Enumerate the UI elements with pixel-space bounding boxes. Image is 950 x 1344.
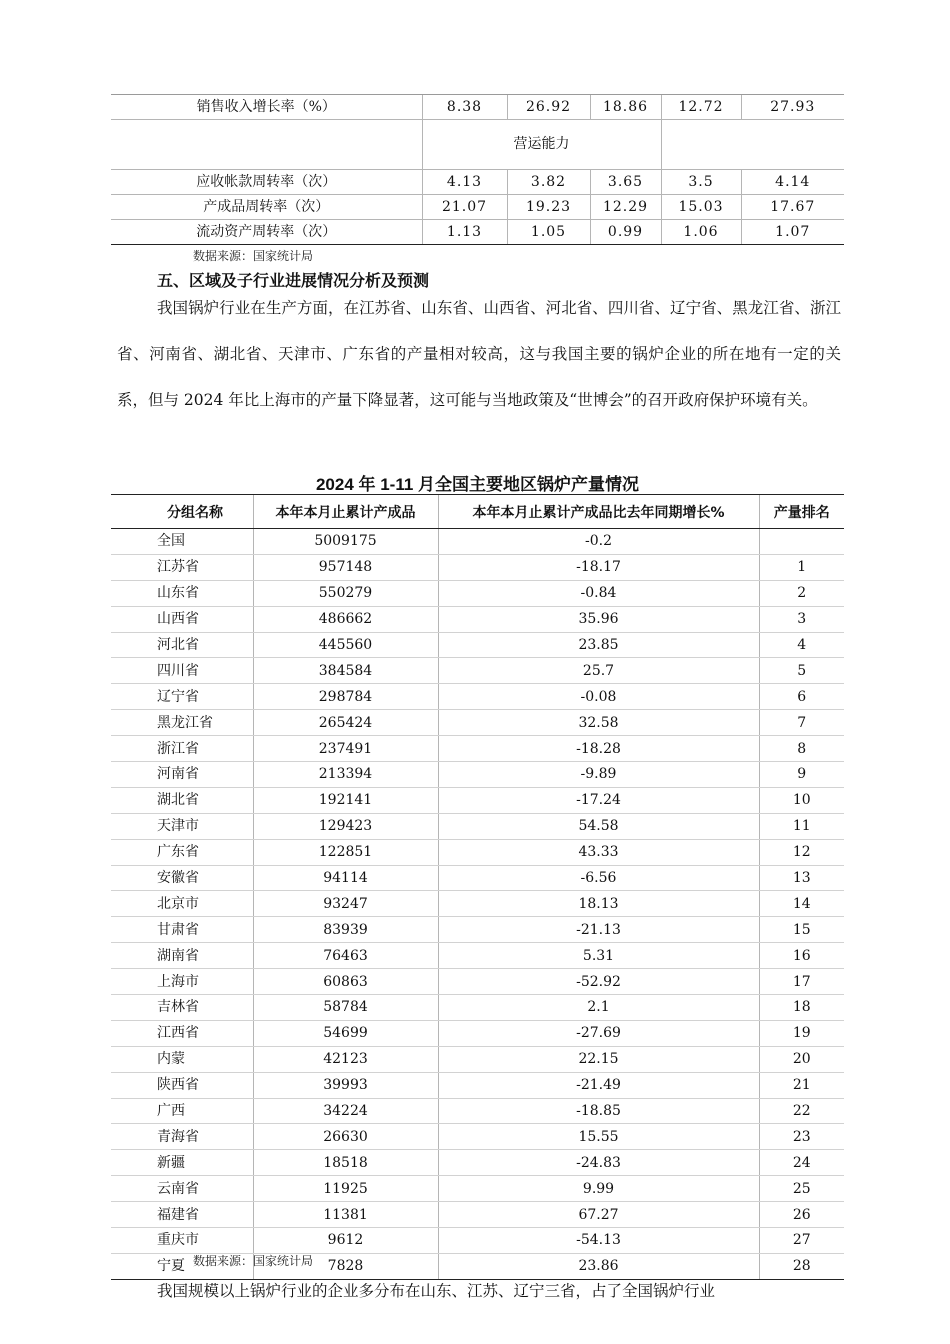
rank-cell: 1 — [759, 554, 844, 580]
paragraph-text: 我国锅炉行业在生产方面，在江苏省、山东省、山西省、河北省、四川省、辽宁省、黑龙江省、浙江省、河南省、湖北省、天津市、广东省的产量相对较高，这与我国主要的锅炉企业的所在地有一定的关系，但与 2024 年比上海市的产量下降显著，这可能与当地政策及“世博会”的召开政府保护环境有关。 — [117, 299, 841, 409]
cell-value: 15.03 — [661, 195, 741, 220]
growth-rate-cell: 25.7 — [438, 658, 759, 684]
rank-cell: 19 — [759, 1020, 844, 1046]
growth-rate-cell: 15.55 — [438, 1124, 759, 1150]
growth-rate-cell: 54.58 — [438, 813, 759, 839]
rank-cell: 6 — [759, 684, 844, 710]
table-row — [111, 1020, 844, 1046]
region-name-cell: 安徽省 — [111, 865, 253, 891]
section-empty-cell — [661, 120, 844, 170]
cell-value: 1.06 — [661, 220, 741, 245]
growth-rate-cell: 22.15 — [438, 1046, 759, 1072]
rank-cell: 23 — [759, 1124, 844, 1150]
rank-cell: 8 — [759, 736, 844, 762]
cumulative-output-cell: 550279 — [253, 580, 438, 606]
column-header: 产量排名 — [759, 495, 844, 529]
region-name-cell: 陕西省 — [111, 1072, 253, 1098]
table-row — [111, 684, 844, 710]
rank-cell: 27 — [759, 1228, 844, 1254]
cumulative-output-cell: 129423 — [253, 813, 438, 839]
table-row — [111, 736, 844, 762]
cell-value: 19.23 — [507, 195, 590, 220]
region-name-cell: 重庆市 — [111, 1228, 253, 1254]
column-header: 本年本月止累计产成品 — [253, 495, 438, 529]
cumulative-output-cell: 58784 — [253, 995, 438, 1021]
cumulative-output-cell: 192141 — [253, 787, 438, 813]
region-name-cell: 甘肃省 — [111, 917, 253, 943]
table-row — [111, 95, 844, 120]
rank-cell: 26 — [759, 1202, 844, 1228]
rank-cell: 12 — [759, 839, 844, 865]
region-name-cell: 山东省 — [111, 580, 253, 606]
rank-cell: 25 — [759, 1176, 844, 1202]
table-row — [111, 787, 844, 813]
region-name-cell: 湖南省 — [111, 943, 253, 969]
table-row — [111, 1176, 844, 1202]
rank-cell: 20 — [759, 1046, 844, 1072]
cumulative-output-cell: 237491 — [253, 736, 438, 762]
table-row — [111, 710, 844, 736]
growth-rate-cell: 2.1 — [438, 995, 759, 1021]
region-name-cell: 湖北省 — [111, 787, 253, 813]
rank-cell: 9 — [759, 762, 844, 788]
rank-cell: 4 — [759, 632, 844, 658]
cumulative-output-cell: 39993 — [253, 1072, 438, 1098]
growth-rate-cell: 67.27 — [438, 1202, 759, 1228]
table-row — [111, 865, 844, 891]
rank-cell: 16 — [759, 943, 844, 969]
cell-value: 12.29 — [590, 195, 661, 220]
cumulative-output-cell: 298784 — [253, 684, 438, 710]
table-row — [111, 917, 844, 943]
growth-rate-cell: -6.56 — [438, 865, 759, 891]
section-row — [111, 120, 844, 170]
rank-cell: 7 — [759, 710, 844, 736]
cumulative-output-cell: 94114 — [253, 865, 438, 891]
cumulative-output-cell: 76463 — [253, 943, 438, 969]
cumulative-output-cell: 93247 — [253, 891, 438, 917]
rank-cell — [759, 529, 844, 555]
cell-value: 3.82 — [507, 170, 590, 195]
table-row — [111, 1124, 844, 1150]
region-name-cell: 天津市 — [111, 813, 253, 839]
region-name-cell: 广东省 — [111, 839, 253, 865]
cumulative-output-cell: 445560 — [253, 632, 438, 658]
body-paragraph — [117, 285, 841, 423]
rank-cell: 3 — [759, 606, 844, 632]
region-name-cell: 北京市 — [111, 891, 253, 917]
growth-rate-cell: 23.85 — [438, 632, 759, 658]
column-header: 本年本月止累计产成品比去年同期增长% — [438, 495, 759, 529]
region-name-cell: 黑龙江省 — [111, 710, 253, 736]
table-row — [111, 170, 844, 195]
table-header-row — [111, 495, 844, 529]
row-label: 销售收入增长率（%） — [111, 95, 422, 120]
region-name-cell: 上海市 — [111, 969, 253, 995]
table-row — [111, 195, 844, 220]
growth-rate-cell: -21.49 — [438, 1072, 759, 1098]
rank-cell: 18 — [759, 995, 844, 1021]
cell-value: 12.72 — [661, 95, 741, 120]
column-header: 分组名称 — [111, 495, 253, 529]
cell-value: 1.13 — [422, 220, 507, 245]
table-row — [111, 1150, 844, 1176]
cell-value: 4.13 — [422, 170, 507, 195]
growth-rate-cell: -18.17 — [438, 554, 759, 580]
table-row — [111, 606, 844, 632]
growth-rate-cell: -18.85 — [438, 1098, 759, 1124]
table-row — [111, 1228, 844, 1254]
cell-value: 21.07 — [422, 195, 507, 220]
financial-indicators-table — [111, 94, 844, 245]
growth-rate-cell: -27.69 — [438, 1020, 759, 1046]
growth-rate-cell: -54.13 — [438, 1228, 759, 1254]
cell-value: 0.99 — [590, 220, 661, 245]
growth-rate-cell: -0.08 — [438, 684, 759, 710]
cumulative-output-cell: 7828 — [253, 1253, 438, 1279]
section-empty-cell — [111, 120, 422, 170]
region-name-cell: 吉林省 — [111, 995, 253, 1021]
rank-cell: 11 — [759, 813, 844, 839]
cumulative-output-cell: 486662 — [253, 606, 438, 632]
cell-value: 3.5 — [661, 170, 741, 195]
cell-value: 1.07 — [741, 220, 844, 245]
table-row — [111, 839, 844, 865]
rank-cell: 17 — [759, 969, 844, 995]
row-label: 流动资产周转率（次） — [111, 220, 422, 245]
growth-rate-cell: -52.92 — [438, 969, 759, 995]
table-row — [111, 969, 844, 995]
rank-cell: 14 — [759, 891, 844, 917]
region-name-cell: 山西省 — [111, 606, 253, 632]
growth-rate-cell: 35.96 — [438, 606, 759, 632]
cumulative-output-cell: 42123 — [253, 1046, 438, 1072]
region-name-cell: 广西 — [111, 1098, 253, 1124]
regional-output-table — [111, 494, 844, 1280]
table-row — [111, 943, 844, 969]
cell-value: 26.92 — [507, 95, 590, 120]
table-row — [111, 891, 844, 917]
table-row — [111, 1202, 844, 1228]
growth-rate-cell: 23.86 — [438, 1253, 759, 1279]
cell-value: 18.86 — [590, 95, 661, 120]
cumulative-output-cell: 5009175 — [253, 529, 438, 555]
paragraph-text: 我国规模以上锅炉行业的企业多分布在山东、江苏、辽宁三省，占了全国锅炉行业 — [157, 1282, 716, 1300]
section-heading: 五、区域及子行业进展情况分析及预测 — [157, 271, 430, 290]
region-name-cell: 宁夏 — [111, 1253, 253, 1279]
cumulative-output-cell: 26630 — [253, 1124, 438, 1150]
region-name-cell: 辽宁省 — [111, 684, 253, 710]
growth-rate-cell: 18.13 — [438, 891, 759, 917]
table-body — [111, 529, 844, 1280]
cell-value: 3.65 — [590, 170, 661, 195]
cumulative-output-cell: 83939 — [253, 917, 438, 943]
region-name-cell: 内蒙 — [111, 1046, 253, 1072]
growth-rate-cell: -24.83 — [438, 1150, 759, 1176]
rank-cell: 13 — [759, 865, 844, 891]
region-name-cell: 河南省 — [111, 762, 253, 788]
table-row — [111, 1098, 844, 1124]
growth-rate-cell: 5.31 — [438, 943, 759, 969]
cell-value: 8.38 — [422, 95, 507, 120]
region-name-cell: 四川省 — [111, 658, 253, 684]
growth-rate-cell: -0.84 — [438, 580, 759, 606]
rank-cell: 22 — [759, 1098, 844, 1124]
rank-cell: 21 — [759, 1072, 844, 1098]
cumulative-output-cell: 265424 — [253, 710, 438, 736]
cumulative-output-cell: 213394 — [253, 762, 438, 788]
table-title: 2024 年 1-11 月全国主要地区锅炉产量情况 — [315, 475, 640, 494]
region-name-cell: 新疆 — [111, 1150, 253, 1176]
cumulative-output-cell: 34224 — [253, 1098, 438, 1124]
cell-value: 27.93 — [741, 95, 844, 120]
region-name-cell: 福建省 — [111, 1202, 253, 1228]
region-name-cell: 江西省 — [111, 1020, 253, 1046]
growth-rate-cell: -18.28 — [438, 736, 759, 762]
table-row — [111, 554, 844, 580]
growth-rate-cell: -9.89 — [438, 762, 759, 788]
table-row — [111, 658, 844, 684]
cell-value: 1.05 — [507, 220, 590, 245]
growth-rate-cell: 9.99 — [438, 1176, 759, 1202]
region-name-cell: 云南省 — [111, 1176, 253, 1202]
section-label: 营运能力 — [422, 120, 661, 170]
growth-rate-cell: 32.58 — [438, 710, 759, 736]
cell-value: 17.67 — [741, 195, 844, 220]
growth-rate-cell: -17.24 — [438, 787, 759, 813]
table-row — [111, 762, 844, 788]
table-row — [111, 529, 844, 555]
cumulative-output-cell: 11381 — [253, 1202, 438, 1228]
growth-rate-cell: -0.2 — [438, 529, 759, 555]
cumulative-output-cell: 9612 — [253, 1228, 438, 1254]
region-name-cell: 全国 — [111, 529, 253, 555]
cell-value: 4.14 — [741, 170, 844, 195]
cumulative-output-cell: 957148 — [253, 554, 438, 580]
rank-cell: 28 — [759, 1253, 844, 1279]
rank-cell: 5 — [759, 658, 844, 684]
cumulative-output-cell: 60863 — [253, 969, 438, 995]
rank-cell: 10 — [759, 787, 844, 813]
closing-paragraph — [117, 1268, 841, 1314]
cumulative-output-cell: 54699 — [253, 1020, 438, 1046]
table-row — [111, 995, 844, 1021]
table-row — [111, 632, 844, 658]
row-label: 产成品周转率（次） — [111, 195, 422, 220]
region-name-cell: 江苏省 — [111, 554, 253, 580]
data-source-note: 数据来源：国家统计局 — [193, 249, 314, 263]
rank-cell: 24 — [759, 1150, 844, 1176]
table-row — [111, 813, 844, 839]
region-name-cell: 浙江省 — [111, 736, 253, 762]
table-row — [111, 1072, 844, 1098]
cumulative-output-cell: 18518 — [253, 1150, 438, 1176]
table-row — [111, 220, 844, 245]
table-row — [111, 1046, 844, 1072]
growth-rate-cell: -21.13 — [438, 917, 759, 943]
row-label: 应收帐款周转率（次） — [111, 170, 422, 195]
cumulative-output-cell: 122851 — [253, 839, 438, 865]
data-source-note: 数据来源：国家统计局 — [193, 1254, 314, 1268]
rank-cell: 15 — [759, 917, 844, 943]
table-row — [111, 580, 844, 606]
region-name-cell: 青海省 — [111, 1124, 253, 1150]
cumulative-output-cell: 11925 — [253, 1176, 438, 1202]
region-name-cell: 河北省 — [111, 632, 253, 658]
cumulative-output-cell: 384584 — [253, 658, 438, 684]
rank-cell: 2 — [759, 580, 844, 606]
growth-rate-cell: 43.33 — [438, 839, 759, 865]
